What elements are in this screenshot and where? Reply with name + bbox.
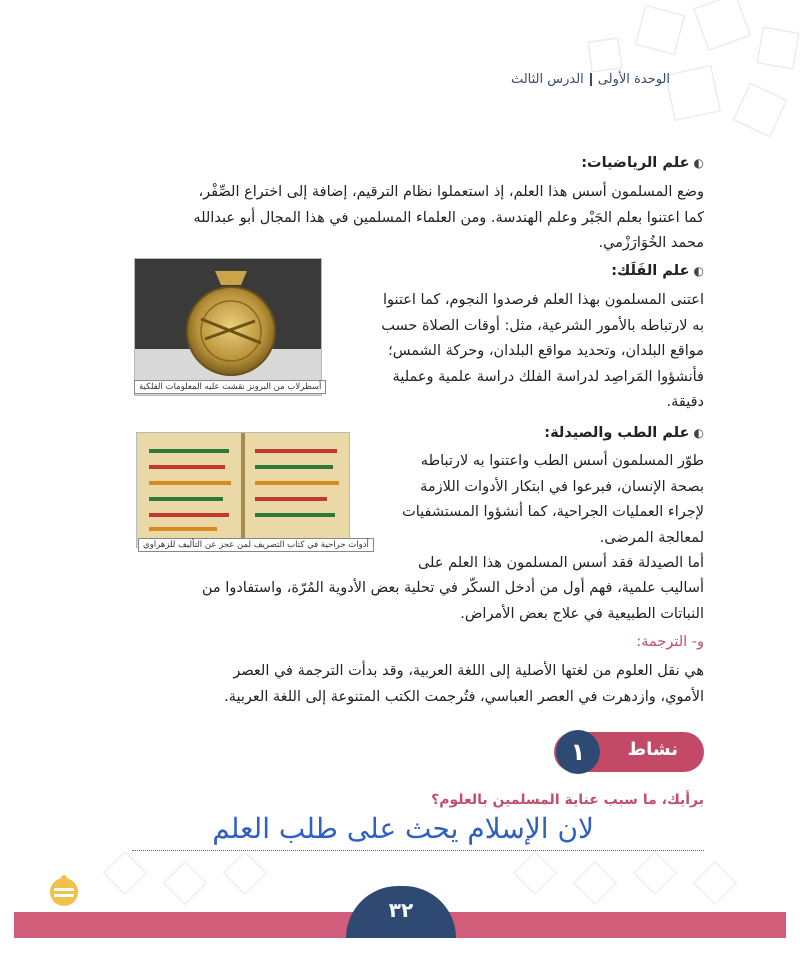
medicine-heading bbox=[544, 425, 704, 441]
text-line: أما الصيدلة فقد أسس المسلمون هذا العلم على bbox=[417, 555, 704, 571]
astrolabe-caption: أسطرلاب من البرونز نقشت عليه المعلومات الفلكية bbox=[134, 380, 326, 394]
publisher-logo-icon bbox=[44, 872, 84, 912]
bullet-icon: ◐ bbox=[693, 426, 704, 440]
medicine-paragraph bbox=[349, 449, 704, 577]
translation-paragraph bbox=[94, 659, 704, 710]
astrolabe-icon bbox=[135, 259, 321, 395]
text-line: فأنشؤوا المَراصِد لدراسة الفلك دراسة علمية وعملية bbox=[392, 368, 704, 385]
text-line: هي نقل العلوم من لغتها الأصلية إلى اللغة العربية، وقد بدأت الترجمة في العصر bbox=[233, 663, 704, 679]
text-line: أساليب علمية، فهم أول من أدخل السكّر في تحلية بعض الأدوية المُرّة، واستفادوا من bbox=[201, 580, 704, 596]
text-line: وضع المسلمون أسس هذا العلم، إذ استعملوا نظام الترقيم، إضافة إلى اختراع الصِّفْر، bbox=[198, 184, 704, 200]
text-line: الأموي، وازدهرت في العصر العباسي، فتُرجمت الكتب المتنوعة إلى اللغة العربية. bbox=[224, 688, 704, 705]
page-number: ٣٢ bbox=[388, 898, 414, 922]
surgical-tools-image bbox=[136, 432, 350, 548]
page-header bbox=[511, 72, 670, 87]
text-line: اعتنى المسلمون بهذا العلم فرصدوا النجوم، كما اعتنوا bbox=[383, 292, 704, 308]
text-line: دقيقة. bbox=[666, 394, 704, 410]
bullet-icon: ◐ bbox=[693, 264, 704, 278]
medicine-paragraph-cont bbox=[94, 576, 704, 627]
astronomy-heading bbox=[611, 263, 704, 279]
unit-label: الوحدة الأولى bbox=[597, 72, 670, 87]
translation-heading: و- الترجمة: bbox=[636, 634, 704, 650]
astronomy-paragraph bbox=[314, 288, 704, 416]
text-line: مواقع البلدان، وتحديد مواقع البلدان، وحركة الشمس؛ bbox=[388, 343, 704, 359]
handwritten-answer[interactable]: لان الإسلام يحث على طلب العلم bbox=[212, 812, 594, 845]
text-line: لمعالجة المرضى. bbox=[599, 529, 704, 546]
math-paragraph bbox=[94, 180, 704, 257]
activity-number: ١ bbox=[556, 730, 600, 774]
header-divider bbox=[590, 73, 592, 86]
astronomy-heading-text: علم الفَلَك: bbox=[611, 263, 690, 279]
math-heading-text: علم الرياضيات: bbox=[581, 155, 690, 171]
text-line: لإجراء العمليات الجراحية، كما أنشؤوا المستشفيات bbox=[402, 504, 704, 520]
text-line: بصحة الإنسان، فبرعوا في ابتكار الأدوات اللازمة bbox=[420, 478, 704, 495]
activity-label: نشاط bbox=[627, 739, 678, 760]
answer-dotted-line bbox=[132, 850, 704, 851]
activity-badge bbox=[508, 730, 704, 774]
astrolabe-image bbox=[134, 258, 322, 396]
surgical-tools-icon bbox=[137, 433, 349, 547]
medicine-heading-text: علم الطب والصيدلة: bbox=[544, 425, 690, 441]
text-line: به لارتباطه بالأمور الشرعية، مثل: أوقات الصلاة حسب bbox=[381, 317, 704, 334]
bullet-icon: ◐ bbox=[693, 156, 704, 170]
text-line: محمد الخُوَارَزْمي. bbox=[598, 235, 704, 251]
text-line: النباتات الطبيعية في علاج بعض الأمراض. bbox=[460, 605, 704, 622]
text-line: كما اعتنوا بعلم الجَبْر وعلم الهندسة. ومن العلماء المسلمين في هذا المجال أبو عبدالله bbox=[193, 209, 704, 226]
text-line: طوّر المسلمون أسس الطب واعتنوا به لارتباطه bbox=[420, 453, 704, 469]
math-heading bbox=[581, 155, 704, 171]
activity-question: برأيك، ما سبب عناية المسلمين بالعلوم؟ bbox=[431, 792, 704, 808]
lesson-label: الدرس الثالث bbox=[510, 72, 584, 87]
surgical-tools-caption: أدوات جراحية في كتاب التصريف لمن عجز عن التأليف للزهراوي bbox=[138, 538, 374, 552]
